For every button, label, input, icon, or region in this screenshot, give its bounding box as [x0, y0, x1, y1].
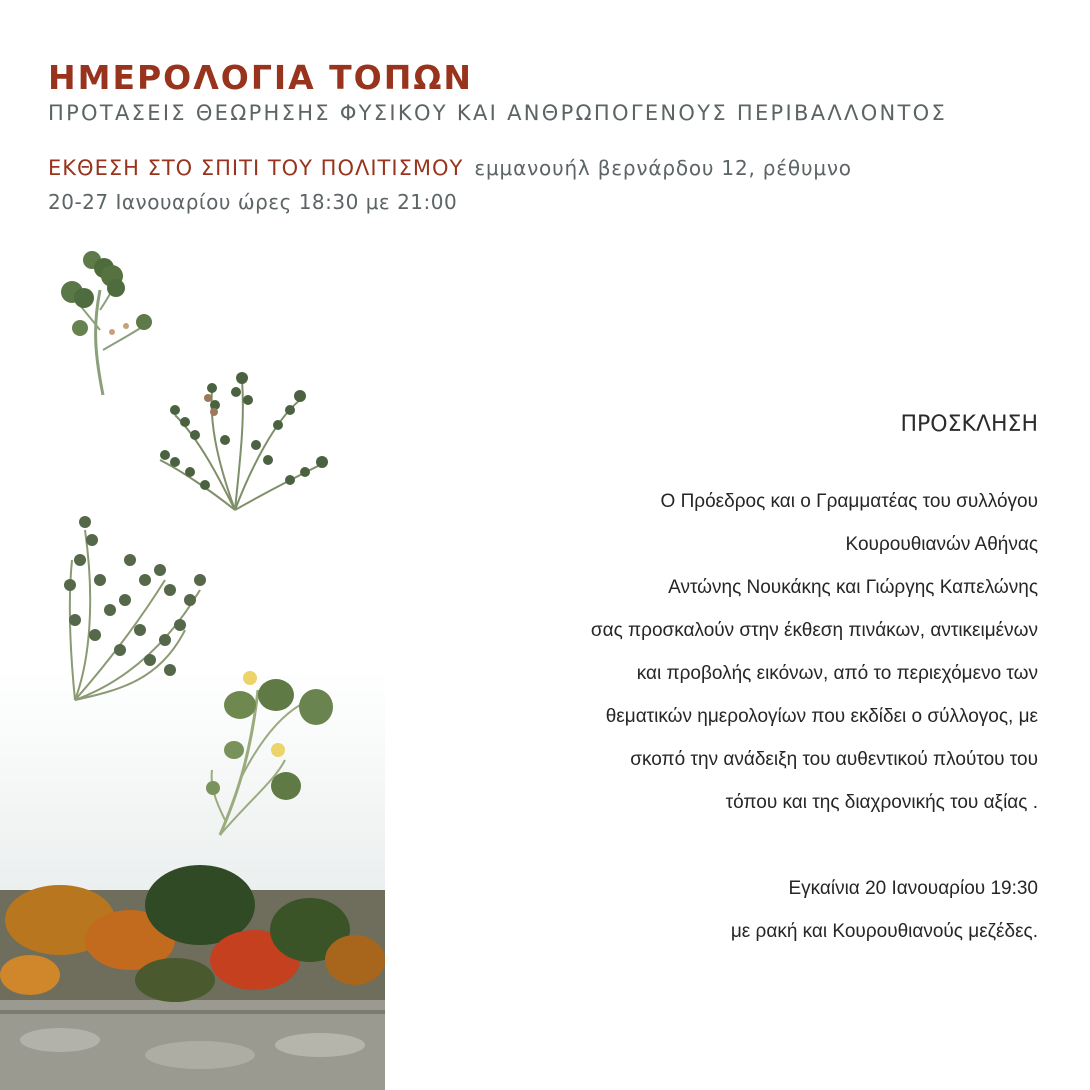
invitation-line: σκοπό την ανάδειξη του αυθεντικού πλούτου του — [630, 749, 1038, 770]
venue-address: εμμανουήλ βερνάρδου 12, ρέθυμνο — [474, 156, 852, 180]
invitation-line: Κουρουθιανών Αθήνας — [845, 534, 1038, 555]
fern-plant-icon — [160, 372, 328, 510]
clover-plant-icon — [61, 251, 152, 395]
opening-note: με ρακή και Κουρουθιανούς μεζέδες. — [730, 921, 1038, 942]
invitation-text — [591, 480, 1038, 953]
opening-date: Εγκαίνια 20 Ιανουαρίου 19:30 — [788, 878, 1038, 899]
invitation-line: θεματικών ημερολογίων που εκδίδει ο σύλλογος, με — [605, 706, 1038, 727]
page-subtitle: ΠΡΟΤΑΣΕΙΣ ΘΕΩΡΗΣΗΣ ΦΥΣΙΚΟΥ ΚΑΙ ΑΝΘΡΩΠΟΓΕΝΟΥΣ ΠΕΡΙΒΑΛΛΟΝΤΟΣ — [48, 101, 948, 125]
exhibition-dates: 20-27 Ιανουαρίου ώρες 18:30 με 21:00 — [48, 190, 458, 214]
invitation-line: σας προσκαλούν στην έκθεση πινάκων, αντικειμένων — [590, 620, 1038, 641]
page-title: ΗΜΕΡΟΛΟΓΙΑ ΤΟΠΩΝ — [48, 58, 474, 97]
autumn-landscape-icon — [0, 865, 385, 1090]
venue-label: ΕΚΘΕΣΗ ΣΤΟ ΣΠΙΤΙ ΤΟΥ ΠΟΛΙΤΙΣΜΟΥ — [48, 156, 464, 180]
invitation-line: Ο Πρόεδρος και ο Γραμματέας του συλλόγου — [660, 491, 1038, 512]
invitation-line: τόπου και της διαχρονικής του αξίας . — [725, 792, 1038, 813]
botanical-illustration — [0, 240, 390, 1090]
invitation-line: και προβολής εικόνων, από το περιεχόμενο των — [636, 663, 1038, 684]
invitation-heading: ΠΡΟΣΚΛΗΣΗ — [900, 412, 1038, 437]
invitation-line: Αντώνης Νουκάκης και Γιώργης Καπελώνης — [668, 577, 1038, 598]
venue-line — [48, 156, 852, 180]
